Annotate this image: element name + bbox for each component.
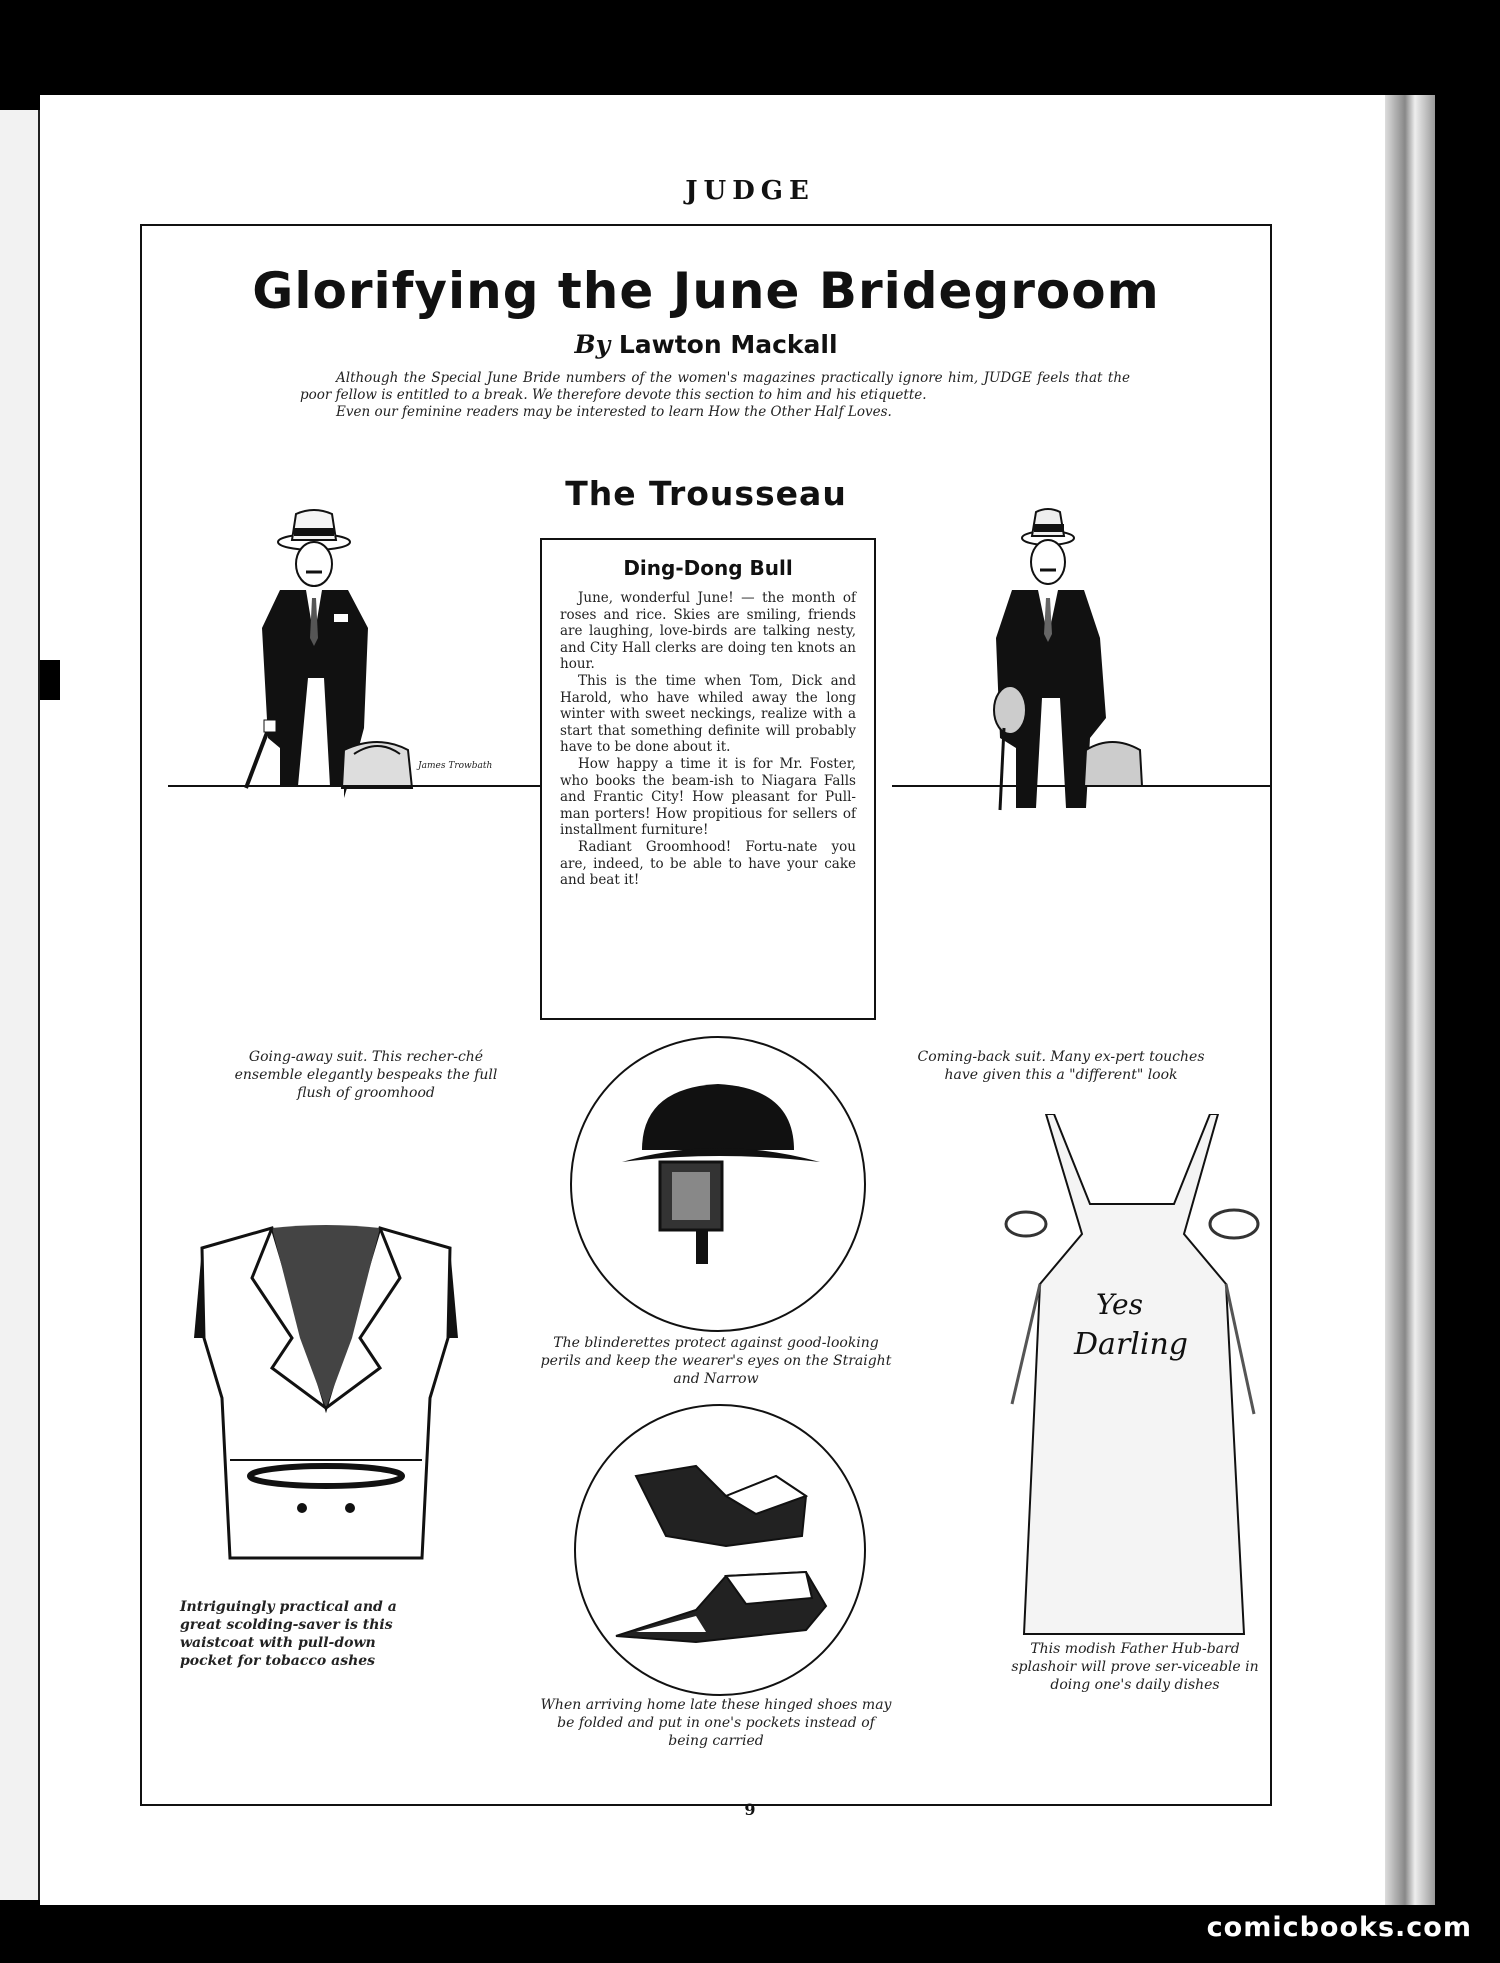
coming-back-suit-illustration	[892, 498, 1270, 828]
caption-going-away-suit: Going-away suit. This recher-ché ensemble elegantly bespeaks the full flush of groomhood	[234, 1049, 498, 1101]
sidebar-box	[540, 538, 876, 1020]
masthead: JUDGE	[685, 176, 815, 206]
going-away-suit-illustration	[168, 498, 540, 828]
section-heading: The Trousseau	[565, 474, 847, 513]
page-number: 9	[744, 1800, 756, 1819]
sidebar-paragraph: How happy a time it is for Mr. Foster, who books the beam-ish to Niagara Falls and Frantic City! How pleasant for Pull-man porters! How propitious for sellers of installment furniture!	[560, 755, 856, 839]
caption-apron: This modish Father Hub-bard splashoir will prove ser-viceable in doing one's daily dishes	[1011, 1641, 1259, 1693]
caption-coming-back-suit: Coming-back suit. Many ex-pert touches have given this a "different" look	[917, 1049, 1205, 1083]
sidebar-title: Ding-Dong Bull	[623, 556, 793, 580]
sidebar-paragraph: Radiant Groomhood! Fortu-nate you are, indeed, to be able to have your cake and beat it!	[560, 838, 856, 889]
waistcoat-illustration	[192, 1218, 460, 1578]
article-title: Glorifying the June Bridegroom	[252, 262, 1160, 320]
sidebar-paragraph: June, wonderful June! — the month of roses and rice. Skies are smiling, friends are laughing, love-birds are talking nesty, and City Hall clerks are doing ten knots an hour.	[560, 590, 856, 673]
blinderettes-hat-illustration	[572, 1038, 864, 1330]
page-stack-edge	[1385, 95, 1435, 1905]
byline-prefix: By	[574, 330, 611, 359]
hinged-shoes-illustration	[576, 1406, 864, 1694]
caption-waistcoat: Intriguingly practical and a great scolding-saver is this waistcoat with pull-down pocket for tobacco ashes	[180, 1599, 397, 1669]
artist-signature: James Trowbath	[418, 761, 493, 771]
byline-author: Lawton Mackall	[618, 330, 838, 359]
sidebar-paragraph: This is the time when Tom, Dick and Harold, who have whiled away the long winter with sweet neckings, realize with a start that something definite will probably have to be done about it.	[560, 672, 856, 756]
apron-lettering-line-2: Darling	[1074, 1327, 1188, 1362]
blinderettes-circle	[570, 1036, 866, 1332]
caption-hinged-shoes: When arriving home late these hinged shoes may be folded and put in one's pockets instead of being carried	[540, 1697, 892, 1749]
apron-lettering-line-1: Yes	[1096, 1288, 1143, 1321]
apron-illustration	[1004, 1114, 1266, 1644]
intro-paragraph: Although the Special June Bride numbers of the women's magazines practically ignore him, JUDGE feels that the poor fellow is entitled to a break. We therefore devote this section to him and his etiquette.	[300, 370, 1130, 403]
hinged-shoes-circle	[574, 1404, 866, 1696]
byline	[140, 330, 1272, 359]
site-watermark: comicbooks.com	[1206, 1912, 1472, 1943]
caption-blinderettes: The blinderettes protect against good-looking perils and keep the wearer's eyes on the Straight and Narrow	[540, 1335, 892, 1387]
sidebar-body	[560, 590, 856, 889]
left-page-edge	[0, 110, 41, 1900]
binding-mark	[40, 660, 60, 700]
intro-text	[300, 370, 1130, 421]
intro-paragraph: Even our feminine readers may be interested to learn How the Other Half Loves.	[336, 404, 892, 420]
